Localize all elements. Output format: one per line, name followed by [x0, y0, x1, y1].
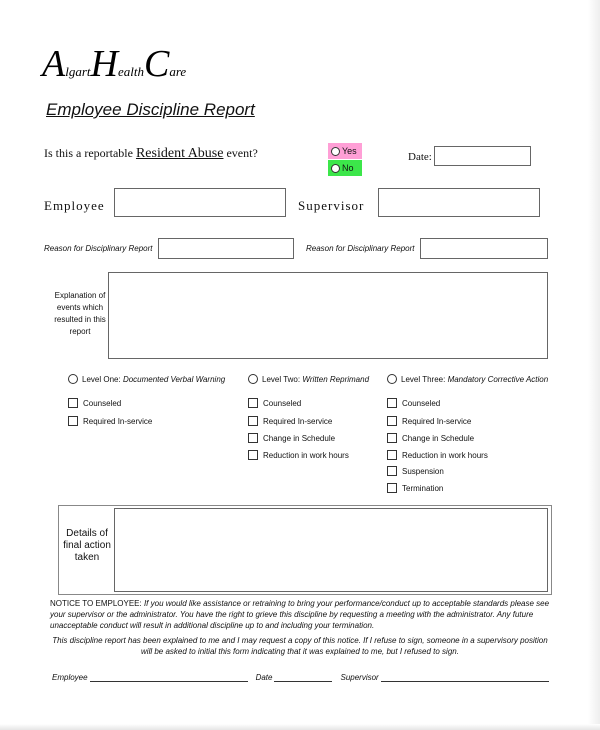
option-no-label: No [342, 163, 354, 173]
checkbox-label: Counseled [263, 398, 302, 408]
explanation-field[interactable] [108, 272, 548, 359]
level-one-name: Documented Verbal Warning [122, 374, 226, 384]
radio-icon[interactable] [68, 374, 78, 384]
level-three-suspension[interactable] [387, 466, 444, 476]
checkbox-label: Reduction in work hours [263, 450, 349, 460]
details-field[interactable] [114, 508, 548, 592]
supervisor-field[interactable] [378, 188, 540, 217]
level-three-name: Mandatory Corrective Action [447, 374, 549, 384]
sig-employee-line[interactable] [90, 673, 248, 682]
level-one-required-inservice[interactable] [68, 416, 152, 426]
sig-date-line[interactable] [274, 673, 332, 682]
level-two-required-inservice[interactable] [248, 416, 332, 426]
level-two-prefix: Level Two: [262, 374, 301, 384]
page-edge-shadow-bottom [0, 724, 600, 730]
checkbox-icon[interactable] [387, 450, 397, 460]
notice-acknowledgement: This discipline report has been explained to me and I may request a copy of this notice. If I refuse to sign, someone in a supervisory position will be asked to initial this form indicating that it was explained to me, but I refused to sign. [52, 636, 548, 656]
logo-rest-c: are [169, 64, 187, 79]
signature-row [52, 673, 557, 682]
reason-label-2: Reason for Disciplinary Report [306, 244, 415, 253]
checkbox-label: Reduction in work hours [402, 450, 488, 460]
notice-text: If you would like assistance or retraining to bring your performance/conduct up to acceptable standards please see your supervisor or the administrator. You have the right to grieve this discipline by requesting a meeting with the administrator. Any future unacceptable conduct will result in additional discipline up to and including your termination. [50, 599, 550, 630]
notice-heading: NOTICE TO EMPLOYEE: [50, 599, 144, 608]
checkbox-icon[interactable] [68, 398, 78, 408]
reportable-question [44, 146, 258, 162]
radio-icon[interactable] [331, 164, 340, 173]
page-edge-shadow-right [588, 0, 600, 730]
employee-field[interactable] [114, 188, 286, 217]
employee-label: Employee [44, 198, 105, 213]
checkbox-icon[interactable] [387, 398, 397, 408]
date-field[interactable] [434, 146, 531, 166]
logo-initial-c: C [143, 43, 170, 85]
level-two-name: Written Reprimand [302, 374, 370, 384]
logo-initial-h: H [90, 43, 118, 85]
level-three-prefix: Level Three: [401, 374, 446, 384]
checkbox-label: Counseled [402, 398, 441, 408]
company-logo [42, 42, 186, 86]
checkbox-icon[interactable] [248, 416, 258, 426]
checkbox-icon[interactable] [387, 466, 397, 476]
logo-rest-a: lgart [65, 64, 91, 79]
level-three-reduction-hours[interactable] [387, 450, 488, 460]
sig-supervisor-label: Supervisor [340, 673, 379, 682]
radio-icon[interactable] [331, 147, 340, 156]
checkbox-label: Suspension [402, 466, 444, 476]
level-one-option[interactable] [68, 374, 225, 384]
checkbox-icon[interactable] [248, 398, 258, 408]
question-before: Is this a reportable [44, 146, 136, 160]
sig-employee-label: Employee [52, 673, 88, 682]
checkbox-icon[interactable] [387, 483, 397, 493]
option-yes-label: Yes [342, 146, 357, 156]
reason-field[interactable] [158, 238, 294, 259]
level-three-counseled[interactable] [387, 398, 440, 408]
radio-icon[interactable] [248, 374, 258, 384]
checkbox-label: Required In-service [402, 416, 472, 426]
level-one-counseled[interactable] [68, 398, 121, 408]
sig-date-label: Date [255, 673, 273, 682]
checkbox-icon[interactable] [248, 450, 258, 460]
explanation-label: Explanation of events which resulted in this report [54, 291, 106, 336]
level-two-option[interactable] [248, 374, 369, 384]
level-three-required-inservice[interactable] [387, 416, 471, 426]
level-two-reduction-hours[interactable] [248, 450, 349, 460]
notice-paragraph [50, 598, 550, 631]
option-yes[interactable] [328, 143, 362, 159]
date-label: Date: [408, 151, 432, 163]
checkbox-icon[interactable] [68, 416, 78, 426]
radio-icon[interactable] [387, 374, 397, 384]
reason-field-2[interactable] [420, 238, 548, 259]
details-label: Details of final action taken [63, 528, 111, 563]
checkbox-icon[interactable] [387, 433, 397, 443]
checkbox-label: Change in Schedule [263, 433, 336, 443]
checkbox-label: Termination [402, 483, 444, 493]
checkbox-icon[interactable] [387, 416, 397, 426]
question-after: event? [223, 146, 258, 160]
reason-label: Reason for Disciplinary Report [44, 244, 153, 253]
question-emphasis: Resident Abuse [135, 146, 224, 161]
sig-supervisor-line[interactable] [381, 673, 549, 682]
logo-initial-a: A [42, 43, 66, 85]
level-two-counseled[interactable] [248, 398, 301, 408]
level-three-termination[interactable] [387, 483, 443, 493]
logo-rest-h: ealth [117, 64, 144, 79]
level-three-change-schedule[interactable] [387, 433, 474, 443]
checkbox-label: Change in Schedule [402, 433, 475, 443]
checkbox-label: Required In-service [83, 416, 153, 426]
supervisor-label: Supervisor [298, 198, 365, 213]
level-two-change-schedule[interactable] [248, 433, 335, 443]
checkbox-icon[interactable] [248, 433, 258, 443]
level-one-prefix: Level One: [82, 374, 121, 384]
page-title: Employee Discipline Report [46, 100, 255, 119]
checkbox-label: Required In-service [263, 416, 333, 426]
option-no[interactable] [328, 160, 362, 176]
level-three-option[interactable] [387, 374, 548, 384]
checkbox-label: Counseled [83, 398, 122, 408]
